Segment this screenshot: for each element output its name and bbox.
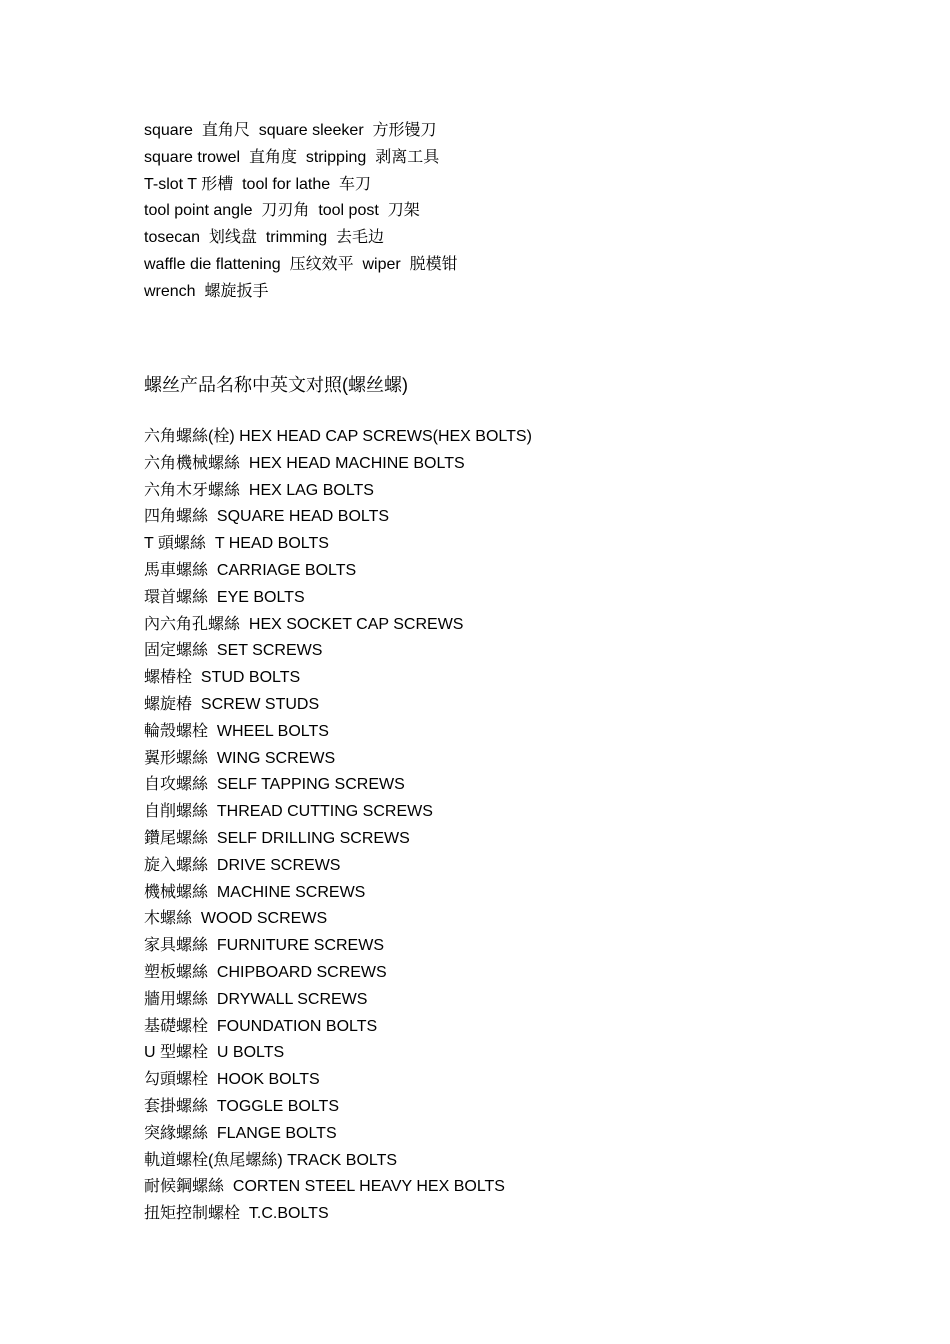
term-line: square 直角尺 square sleeker 方形镘刀	[144, 122, 437, 139]
screw-term-line: 突緣螺絲 FLANGE BOLTS	[144, 1124, 337, 1142]
screw-term-line: 勾頭螺栓 HOOK BOLTS	[144, 1071, 320, 1089]
screw-term-line: 四角螺絲 SQUARE HEAD BOLTS	[144, 508, 390, 526]
screw-term-line: 塑板螺絲 CHIPBOARD SCREWS	[144, 963, 387, 981]
screw-term-line: 六角機械螺絲 HEX HEAD MACHINE BOLTS	[144, 454, 465, 472]
screw-term-line: 軌道螺栓(魚尾螺絲) TRACK BOLTS	[144, 1151, 398, 1169]
term-line: tosecan 划线盘 trimming 去毛边	[144, 229, 385, 247]
screw-term-line: 固定螺絲 SET SCREWS	[144, 642, 323, 660]
screw-term-line: 六角螺絲(栓) HEX HEAD CAP SCREWS(HEX BOLTS)	[144, 428, 532, 445]
screw-term-line: 自削螺絲 THREAD CUTTING SCREWS	[144, 803, 433, 821]
screw-term-line: 自攻螺絲 SELF TAPPING SCREWS	[144, 776, 405, 794]
screw-term-line: 翼形螺絲 WING SCREWS	[144, 749, 336, 767]
screw-term-line: 套掛螺絲 TOGGLE BOLTS	[144, 1097, 340, 1115]
screw-term-line: U 型螺栓 U BOLTS	[144, 1044, 285, 1062]
screw-term-line: 家具螺絲 FURNITURE SCREWS	[144, 937, 385, 955]
screw-term-line: 環首螺絲 EYE BOLTS	[144, 588, 305, 606]
screw-term-line: 旋入螺絲 DRIVE SCREWS	[144, 856, 341, 874]
screw-term-line: 耐候鋼螺絲 CORTEN STEEL HEAVY HEX BOLTS	[144, 1178, 505, 1196]
screw-term-line: 牆用螺絲 DRYWALL SCREWS	[144, 990, 368, 1008]
screw-term-line: 基礎螺栓 FOUNDATION BOLTS	[144, 1017, 378, 1035]
screw-term-line: 螺椿栓 STUD BOLTS	[144, 669, 301, 687]
term-line: wrench 螺旋扳手	[144, 282, 269, 300]
screw-term-line: 扭矩控制螺栓 T.C.BOLTS	[144, 1205, 329, 1223]
screw-terms-list	[144, 424, 904, 1228]
screw-term-line: 螺旋椿 SCREW STUDS	[144, 695, 320, 713]
screw-term-line: T 頭螺絲 T HEAD BOLTS	[144, 535, 329, 553]
term-line: waffle die flattening 压纹效平 wiper 脱模钳	[144, 255, 458, 273]
term-line: square trowel 直角度 stripping 剥离工具	[144, 148, 440, 166]
term-line: tool point angle 刀刃角 tool post 刀架	[144, 202, 420, 220]
screw-term-line: 鑽尾螺絲 SELF DRILLING SCREWS	[144, 829, 410, 847]
screw-term-line: 機械螺絲 MACHINE SCREWS	[144, 883, 366, 901]
screw-term-line: 六角木牙螺絲 HEX LAG BOLTS	[144, 481, 374, 499]
screw-term-line: 馬車螺絲 CARRIAGE BOLTS	[144, 561, 357, 579]
tool-terms-list	[144, 118, 904, 306]
term-line: T-slot T 形槽 tool for lathe 车刀	[144, 175, 372, 193]
section-heading: 螺丝产品名称中英文对照(螺丝螺)	[144, 375, 408, 395]
screw-term-line: 輪殼螺栓 WHEEL BOLTS	[144, 722, 329, 740]
screw-term-line: 木螺絲 WOOD SCREWS	[144, 910, 328, 928]
screw-term-line: 內六角孔螺絲 HEX SOCKET CAP SCREWS	[144, 615, 464, 633]
